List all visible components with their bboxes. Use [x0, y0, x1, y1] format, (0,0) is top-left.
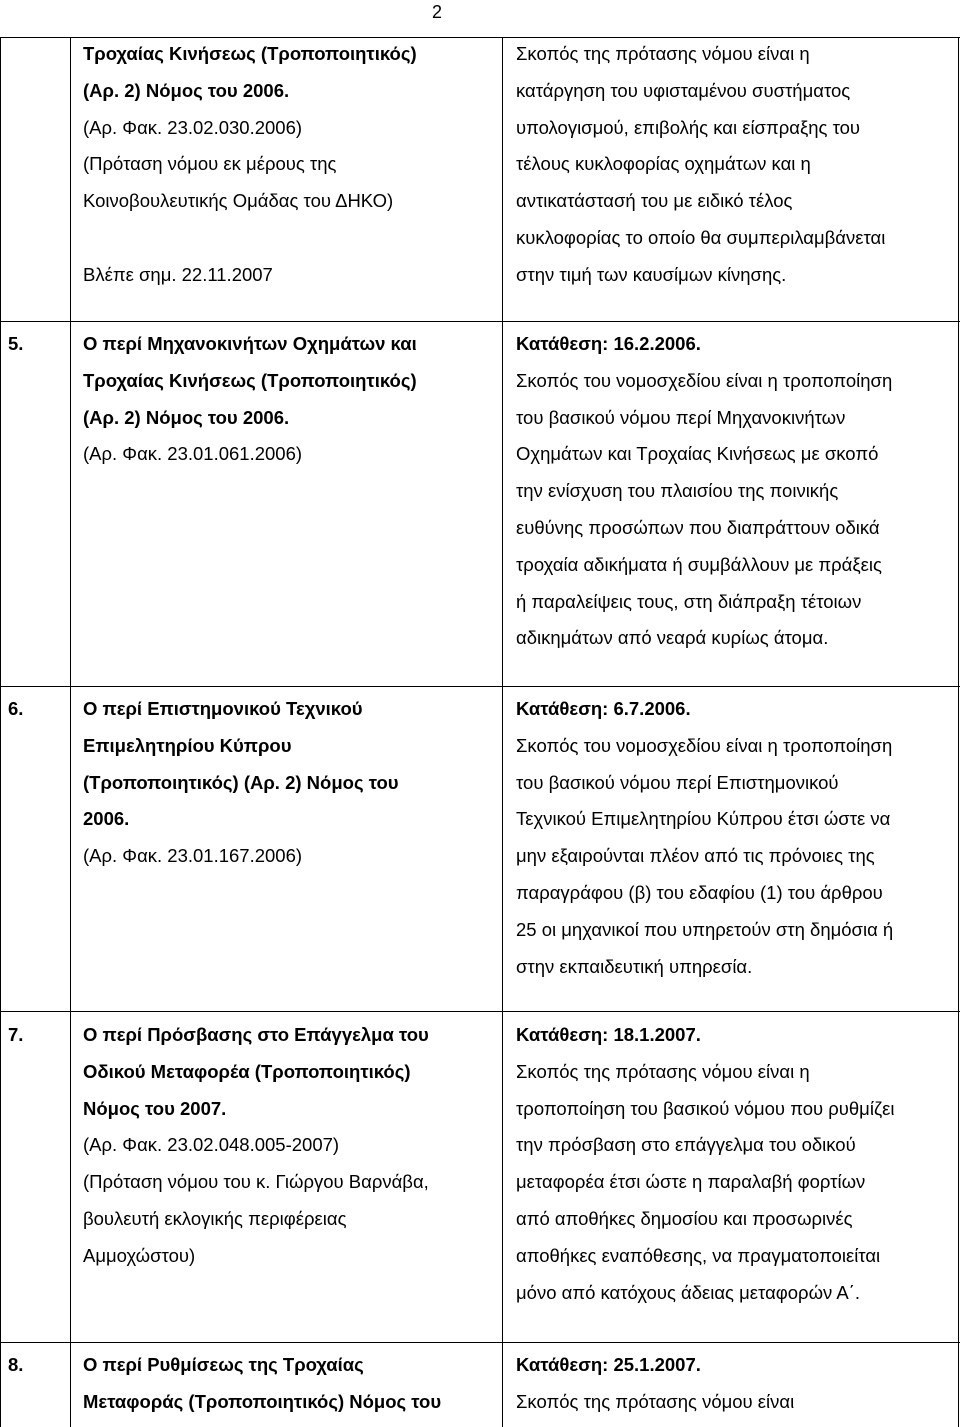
purpose-line: Οχημάτων και Τροχαίας Κινήσεως με σκοπό	[516, 443, 879, 465]
title-line: Ο περί Ρυθμίσεως της Τροχαίας	[83, 1354, 364, 1375]
purpose-line: κυκλοφορίας το οποίο θα συμπεριλαμβάνεται	[516, 226, 886, 248]
purpose-line: την πρόσβαση στο επάγγελμα του οδικού	[516, 1134, 856, 1156]
purpose-line: Σκοπός της πρότασης νόμου είναι η	[516, 43, 810, 64]
purpose-line: Σκοπός της πρότασης νόμου είναι	[516, 1390, 795, 1412]
row-5-title	[83, 326, 417, 473]
title-line: Ο περί Μηχανοκινήτων Οχημάτων και	[83, 333, 417, 354]
title-line: βουλευτή εκλογικής περιφέρειας	[83, 1207, 347, 1229]
title-line: (Αρ. Φακ. 23.01.061.2006)	[83, 443, 303, 465]
purpose-line: Σκοπός του νομοσχεδίου είναι η τροποποίηση	[516, 369, 893, 391]
purpose-line: Σκοπός του νομοσχεδίου είναι η τροποποίηση	[516, 734, 893, 756]
title-line: (Τροποποιητικός) (Αρ. 2) Νόμος του	[83, 771, 399, 793]
purpose-line: αντικατάστασή του με ειδικό τέλος	[516, 190, 793, 212]
purpose-line: Τεχνικού Επιμελητηρίου Κύπρου έτσι ώστε να	[516, 808, 891, 830]
column-divider	[502, 37, 503, 1427]
purpose-line: ή παραλείψεις τους, στη διάπραξη τέτοιων	[516, 590, 862, 612]
title-line: Οδικού Μεταφορέα (Τροποποιητικός)	[83, 1060, 411, 1082]
title-line: Κοινοβουλευτικής Ομάδας του ΔΗΚΟ)	[83, 190, 394, 212]
title-line: (Αρ. 2) Νόμος του 2006.	[83, 406, 290, 428]
title-line: (Αρ. Φακ. 23.01.167.2006)	[83, 845, 303, 867]
purpose-line: παραγράφου (β) του εδαφίου (1) του άρθρου	[516, 881, 883, 903]
row-8-number: 8.	[8, 1354, 24, 1375]
title-line: Μεταφοράς (Τροποποιητικός) Νόμος του	[83, 1390, 442, 1412]
deposit-date: Κατάθεση: 16.2.2006.	[516, 333, 701, 354]
title-line: (Πρόταση νόμου του κ. Γιώργου Βαρνάβα,	[83, 1171, 429, 1193]
row-1-purpose	[516, 36, 885, 294]
title-line: Επιμελητηρίου Κύπρου	[83, 734, 292, 756]
row-divider	[0, 321, 960, 322]
purpose-line: στην εκπαιδευτική υπηρεσία.	[516, 955, 753, 977]
purpose-line: στην τιμή των καυσίμων κίνησης.	[516, 263, 787, 285]
purpose-line: μεταφορέα έτσι ώστε η παραλαβή φορτίων	[516, 1171, 866, 1193]
deposit-date: Κατάθεση: 6.7.2006.	[516, 698, 691, 719]
title-line: Ο περί Πρόσβασης στο Επάγγελμα του	[83, 1024, 429, 1045]
purpose-line: μόνο από κατόχους άδειας μεταφορών Α΄.	[516, 1281, 861, 1303]
column-divider	[70, 37, 71, 1427]
title-line: Ο περί Επιστημονικού Τεχνικού	[83, 698, 363, 719]
title-line: Αμμοχώστου)	[83, 1244, 196, 1266]
title-line: Βλέπε σημ. 22.11.2007	[83, 263, 273, 285]
title-line: (Αρ. Φακ. 23.02.048.005-2007)	[83, 1134, 340, 1156]
row-6-title	[83, 691, 399, 875]
purpose-line: τροποποίηση του βασικού νόμου που ρυθμίζει	[516, 1097, 895, 1119]
title-line: 2006.	[83, 808, 130, 830]
purpose-line: αδικημάτων από νεαρά κυρίως άτομα.	[516, 627, 829, 649]
page-number: 2	[432, 2, 443, 22]
row-8-purpose	[516, 1347, 794, 1421]
table-right-border	[958, 37, 959, 1427]
title-line: (Αρ. Φακ. 23.02.030.2006)	[83, 116, 303, 138]
purpose-line: την ενίσχυση του πλαισίου της ποινικής	[516, 480, 839, 502]
row-7-purpose	[516, 1017, 894, 1311]
purpose-line: του βασικού νόμου περί Επιστημονικού	[516, 771, 839, 793]
row-6-number: 6.	[8, 698, 24, 719]
purpose-line: τέλους κυκλοφορίας οχημάτων και η	[516, 153, 811, 175]
purpose-line: κατάργηση του υφισταμένου συστήματος	[516, 79, 851, 101]
purpose-line: αποθήκες εναπόθεσης, να πραγματοποιείται	[516, 1244, 881, 1266]
title-line	[83, 220, 417, 257]
table-left-border	[0, 37, 1, 1427]
title-line: Νόμος του 2007.	[83, 1097, 227, 1119]
title-line: (Αρ. 2) Νόμος του 2006.	[83, 79, 290, 101]
purpose-line: μην εξαιρούνται πλέον από τις πρόνοιες της	[516, 845, 875, 867]
title-line: Τροχαίας Κινήσεως (Τροποποιητικός)	[83, 369, 417, 391]
purpose-line: Σκοπός της πρότασης νόμου είναι η	[516, 1060, 810, 1082]
purpose-line: 25 οι μηχανικοί που υπηρετούν στη δημόσια ή	[516, 918, 894, 940]
purpose-line: από αποθήκες δημοσίου και προσωρινές	[516, 1207, 853, 1229]
purpose-line: υπολογισμού, επιβολής και είσπραξης του	[516, 116, 861, 138]
purpose-line: ευθύνης προσώπων που διαπράττουν οδικά	[516, 516, 880, 538]
title-line: (Πρόταση νόμου εκ μέρους της	[83, 153, 337, 175]
row-8-title	[83, 1347, 441, 1421]
row-6-purpose	[516, 691, 893, 985]
row-5-purpose	[516, 326, 892, 657]
row-7-number: 7.	[8, 1024, 24, 1045]
row-1-title	[83, 36, 417, 294]
purpose-line: του βασικού νόμου περί Μηχανοκινήτων	[516, 406, 846, 428]
title-line: Τροχαίας Κινήσεως (Τροποποιητικός)	[83, 43, 417, 64]
row-divider	[0, 1342, 960, 1343]
row-7-title	[83, 1017, 429, 1275]
deposit-date: Κατάθεση: 18.1.2007.	[516, 1024, 701, 1045]
row-5-number: 5.	[8, 333, 24, 354]
purpose-line: τροχαία αδικήματα ή συμβάλλουν με πράξεις	[516, 553, 882, 575]
row-divider	[0, 1011, 960, 1012]
row-divider	[0, 686, 960, 687]
deposit-date: Κατάθεση: 25.1.2007.	[516, 1354, 701, 1375]
